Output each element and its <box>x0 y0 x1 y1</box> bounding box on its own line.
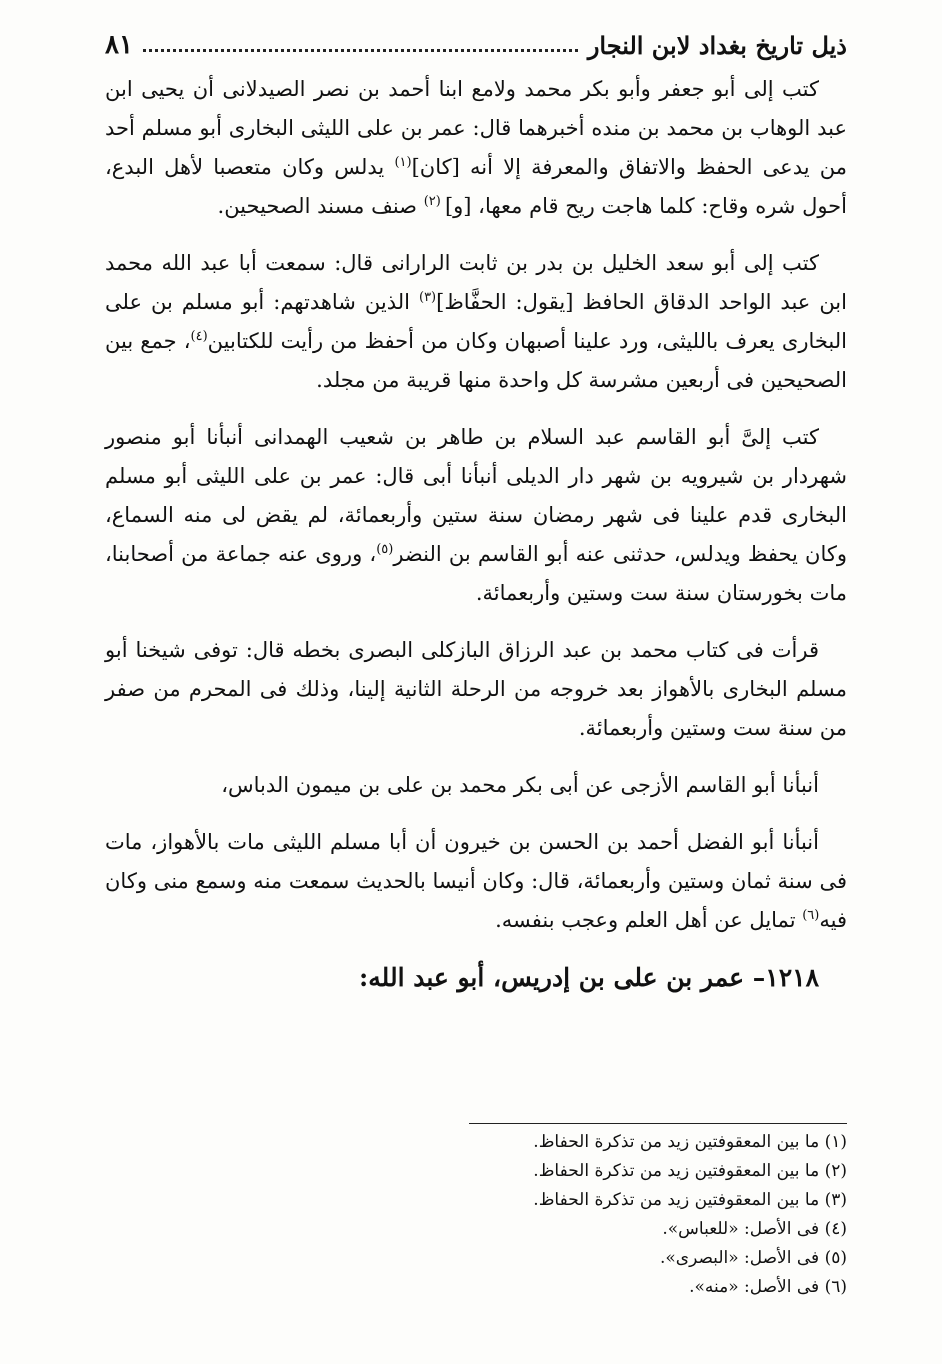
text-run: أنبأنا أبو الفضل أحمد بن الحسن بن خيرون أن أبا مسلم الليثى مات بالأهواز، مات فى سنة ثمان وستين وأربعمائة، قال: وكان أنيسا بالحديث سمعت منه وسمع منى وكان فيه <box>105 830 847 932</box>
footnote: (٦) فى الأصل: «منه». <box>689 1277 847 1297</box>
paragraph <box>105 418 847 613</box>
footnote-ref: (١) <box>394 155 412 170</box>
paragraph <box>105 244 847 400</box>
paragraph <box>105 823 847 940</box>
page-number: ٨١ <box>105 30 133 60</box>
footnote-divider <box>469 1123 847 1124</box>
footnote: (٣) ما بين المعقوفتين زيد من تذكرة الحفاظ. <box>533 1190 847 1210</box>
leader-dots <box>143 39 578 52</box>
text-run: صنف مسند الصحيحين. <box>217 194 424 218</box>
footnote-ref: (٤) <box>190 329 208 344</box>
paragraph: أنبأنا أبو القاسم الأزجى عن أبى بكر محمد بن على بن ميمون الدباس، <box>221 773 819 797</box>
footnotes <box>200 1128 847 1302</box>
text-run: كتب إلىَّ أبو القاسم عبد السلام بن طاهر بن شعيب الهمدانى أنبأنا أبو منصور شهردار بن شيرويه بن شهر دار الديلى أنبأنا أبى قال: عمر بن على الليثى أبو مسلم البخارى قدم علينا فى شهر رمضان سنة ستين وأربعمائة، لم يقض لى منه السماع، وكان يحفظ ويدلس، حدثنى عنه أبو القاسم بن النضر <box>105 425 847 566</box>
text-run: يدلس وكان متعصبا لأهل البدع، أحول شره وقاح: كلما هاجت ريح قام معها، [و] <box>105 155 847 218</box>
footnote-ref: (٦) <box>802 908 820 923</box>
footnote: (١) ما بين المعقوفتين زيد من تذكرة الحفاظ. <box>533 1132 847 1152</box>
footnote-ref: (٥) <box>376 542 394 557</box>
footnote: (٢) ما بين المعقوفتين زيد من تذكرة الحفاظ. <box>533 1161 847 1181</box>
entry-heading: ١٢١٨– عمر بن على بن إدريس، أبو عبد الله: <box>359 963 819 992</box>
text-run: ، وروى عنه جماعة من أصحابنا، مات بخورستان سنة ست وستين وأربعمائة. <box>105 542 847 605</box>
footnote-ref: (٣) <box>418 290 437 305</box>
text-run: الذين شاهدتهم: أبو مسلم بن على البخارى يعرف بالليثى، ورد علينا أصبهان وكان من أحفظ من رأيت للكتابين <box>105 290 847 353</box>
running-header <box>105 28 847 62</box>
text-run: تمايل عن أهل العلم وعجب بنفسه. <box>495 908 803 932</box>
text-run: ، جمع بين الصحيحين فى أربعين مشرسة كل واحدة منها قريبة من مجلد. <box>105 329 847 392</box>
main-text <box>105 70 847 997</box>
text-run: كتب إلى أبو جعفر وأبو بكر محمد ولامع ابنا أحمد بن نصر الصيدلانى أن يحيى ابن عبد الوهاب بن محمد بن منده أخبرهما قال: عمر بن على الليثى البخارى أبو مسلم أحد من يدعى الحفظ والاتفاق والمعرفة إلا أنه [كان] <box>105 77 847 179</box>
paragraph: قرأت فى كتاب محمد بن عبد الرزاق البازكلى البصرى بخطه قال: توفى شيخنا أبو مسلم البخارى بالأهواز بعد خروجه من الرحلة الثانية إلينا، وذلك فى المحرم من صفر من سنة ست وستين وأربعمائة. <box>105 638 847 740</box>
footnote: (٤) فى الأصل: «للعباس». <box>662 1219 847 1239</box>
paragraph <box>105 70 847 226</box>
text-run: كتب إلى أبو سعد الخليل بن بدر بن ثابت الرارانى قال: سمعت أبا عبد الله محمد ابن عبد الواحد الدقاق الحافظ [يقول: الحفَّاظ] <box>105 251 847 314</box>
running-title: ذيل تاريخ بغداد لابن النجار <box>587 30 847 60</box>
footnote-ref: (٢) <box>423 194 445 209</box>
footnote: (٥) فى الأصل: «البصرى». <box>659 1248 847 1268</box>
